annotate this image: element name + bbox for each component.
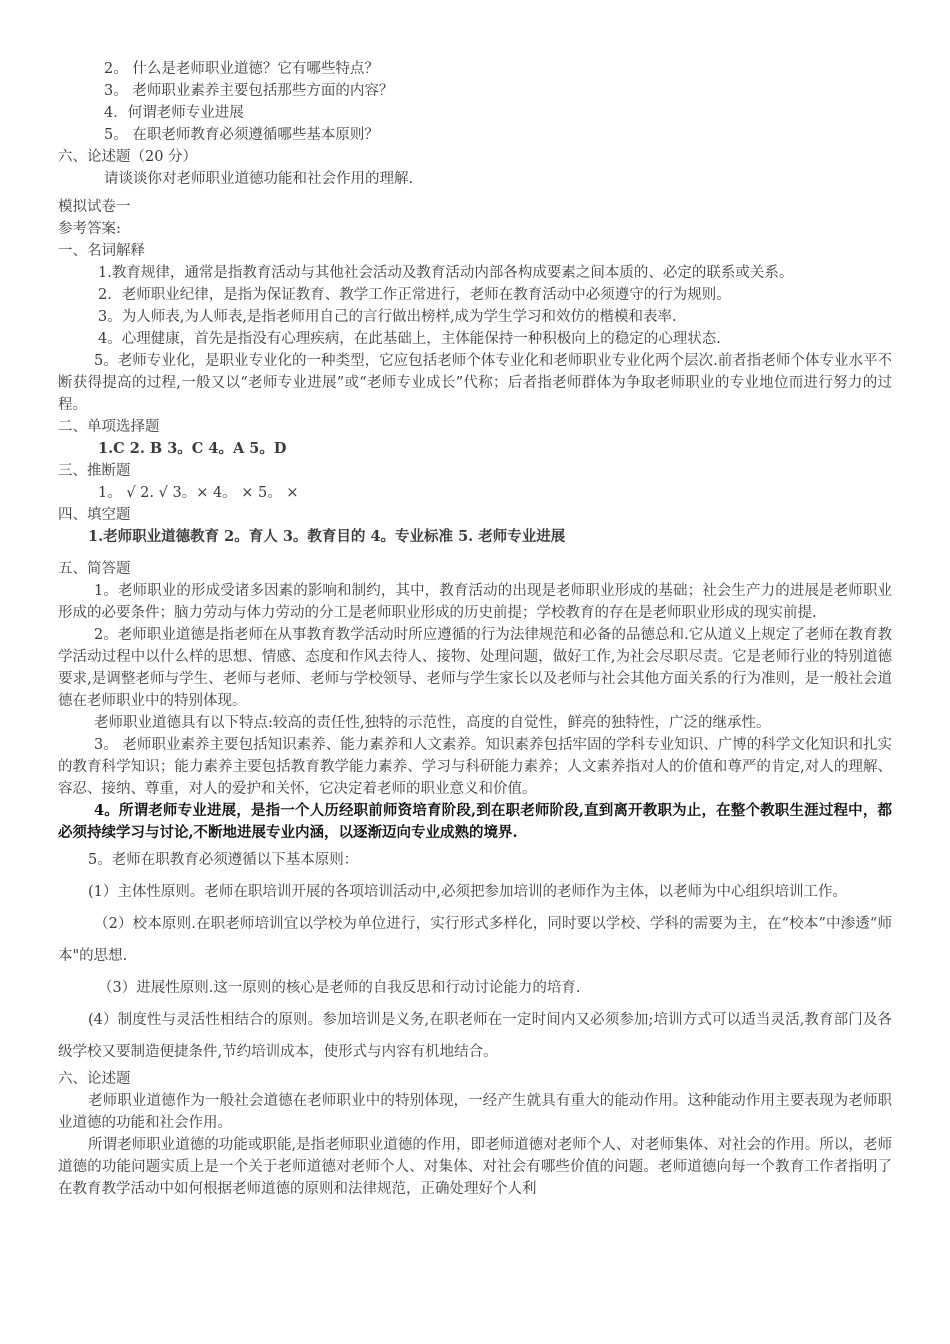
question-5: 5。 在职老师教育必须遵循哪些基本原则？ [104,127,379,143]
short-answer-4: 4。所谓老师专业进展，是指一个人历经职前师资培育阶段,到在职老师阶段,直到离开教职为止，在整个教职生涯过程中，都必须持续学习与讨论,不断地进展专业内涵，以逐渐迈向专业成熟的境界. [58,802,892,841]
term-answer-2: 2．老师职业纪律，是指为保证教育、教学工作正常进行，老师在教育活动中必须遵守的行为规则。 [98,287,731,303]
essay-heading: 六、论述题（20 分） [58,149,198,165]
short-answer-2: 2。老师职业道德是指老师在从事教育教学活动时所应遵循的行为法律规范和必备的品德总和.它从道义上规定了老师在教育教学活动过程中以什么样的思想、情感、态度和作风去待人、接物、处理问题，做好工作,为社会尽职尽责。它是老师行业的特别道德要求,是调整老师与学生、老师与老师、老师与学校领导、老师与学生家长以及老师与社会其他方面关系的行为准则，是一般社会道德在老师职业中的特别体现。 [58,627,892,709]
principle-4: (4）制度性与灵活性相结合的原则。参加培训是义务,在职老师在一定时间内又必须参加;培训方式可以适当灵活,教育部门及各级学校又要制造便捷条件,节约培训成本，使形式与内容有机地结合。 [58,1012,892,1060]
section-heading-fill: 四、填空题 [58,507,131,523]
question-3: 3。 老师职业素养主要包括那些方面的内容？ [104,83,394,99]
answer-title: 参考答案: [58,221,121,237]
term-answer-1: 1.教育规律，通常是指教育活动与其他社会活动及教育活动内部各构成要素之间本质的、必定的联系或关系。 [98,265,794,281]
short-answer-5: 5。老师在职教育必须遵循以下基本原则： [88,852,359,868]
short-answer-1: 1。老师职业的形成受诸多因素的影响和制约，其中，教育活动的出现是老师职业形成的基础；社会生产力的进展是老师职业形成的必要条件；脑力劳动与体力劳动的分工是老师职业形成的历史前提；学校教育的存在是老师职业形成的现实前提. [58,583,892,621]
principle-2: （2）校本原则.在职老师培训宜以学校为单位进行，实行形式多样化，同时要以学校、学科的需要为主，在“校本”中渗透“师本"的思想. [58,916,892,964]
essay-answer-2: 所谓老师职业道德的功能或职能,是指老师职业道德的作用，即老师道德对老师个人、对老师集体、对社会的作用。所以，老师道德的功能问题实质上是一个关于老师道德对老师个人、对集体、对社会有哪些价值的问题。老师道德向每一个教育工作者指明了在教育教学活动中如何根据老师道德的原则和法律规范，正确处理好个人利 [58,1137,892,1197]
principle-1: (1）主体性原则。老师在职培训开展的各项培训活动中,必须把参加培训的老师作为主体，以老师为中心组织培训工作。 [88,884,847,900]
fill-answers: 1.老师职业道德教育 2。育人 3。教育目的 4。专业标准 5. 老师专业进展 [88,528,566,545]
term-answer-4: 4。心理健康，首先是指没有心理疾病，在此基础上，主体能保持一种积极向上的稳定的心理状态. [98,331,721,347]
question-2: 2。 什么是老师职业道德？它有哪些特点？ [104,61,379,77]
essay-prompt: 请谈谈你对老师职业道德功能和社会作用的理解. [104,171,414,187]
principle-3: （3）进展性原则.这一原则的核心是老师的自我反思和行动讨论能力的培育. [98,980,581,996]
choice-answers: 1.C 2. B 3。C 4。A 5。D [98,440,287,457]
term-answer-5: 5。老师专业化，是职业专业化的一种类型，它应包括老师个体专业化和老师职业专业化两个层次.前者指老师个体专业水平不断获得提高的过程,一般又以“老师专业进展”或“老师专业成长”代称；后者指老师群体为争取老师职业的专业地位而进行努力的过程。 [58,353,892,413]
essay-answer-1: 老师职业道德作为一般社会道德在老师职业中的特别体现，一经产生就具有重大的能动作用。这种能动作用主要表现为老师职业道德的功能和社会作用。 [58,1093,892,1131]
question-4: 4．何谓老师专业进展 [104,105,244,121]
section-heading-terms: 一、名词解释 [58,243,145,259]
section-heading-short: 五、简答题 [58,561,131,577]
section-heading-essay: 六、论述题 [58,1071,131,1087]
short-answer-2-features: 老师职业道德具有以下特点:较高的责任性,独特的示范性，高度的自觉性，鲜亮的独特性，广泛的继承性。 [94,715,771,731]
short-answer-3: 3。 老师职业素养主要包括知识素养、能力素养和人文素养。知识素养包括牢固的学科专业知识、广博的科学文化知识和扎实的教育科学知识；能力素养主要包括教育教学能力素养、学习与科研能力素养；人文素养指对人的价值和尊严的肯定,对人的理解、容忍、接纳、尊重，对人的爱护和关怀，它决定着老师的职业意义和价值。 [58,737,892,797]
section-heading-judge: 三、推断题 [58,463,131,479]
section-heading-choice: 二、单项选择题 [58,419,160,435]
exam-title: 模拟试卷一 [58,199,131,215]
term-answer-3: 3。为人师表,为人师表,是指老师用自己的言行做出榜样,成为学生学习和效仿的楷模和表率. [98,309,677,325]
judge-answers: 1。 √ 2. √ 3。× 4。 × 5。 × [98,485,299,501]
